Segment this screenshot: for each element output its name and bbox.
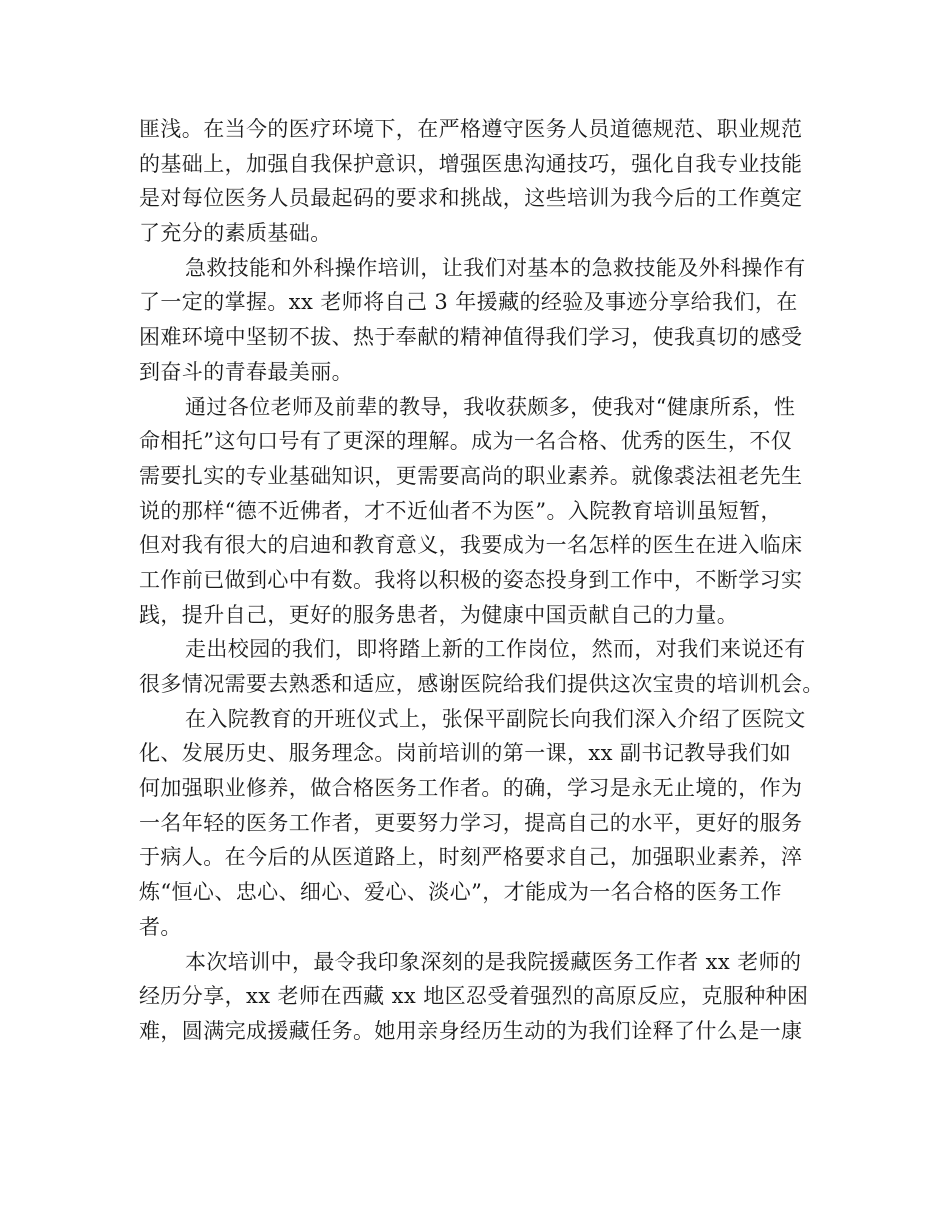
text-line: 了一定的掌握。xx 老师将自己 3 年援藏的经验及事迹分享给我们，在 <box>139 290 798 315</box>
text-line: 困难环境中坚韧不拔、热于奉献的精神值得我们学习，使我真切的感受 <box>139 325 803 350</box>
text-line: 何加强职业修养，做合格医务工作者。的确，学习是永无止境的，作为 <box>139 776 803 801</box>
text-line: 在入院教育的开班仪式上，张保平副院长向我们深入介绍了医院文 <box>185 706 806 731</box>
text-line: 者。 <box>139 914 182 939</box>
text-line: 说的那样“德不近佛者，才不近仙者不为医”。入院教育培训虽短暂， <box>139 498 782 523</box>
text-line: 本次培训中，最令我印象深刻的是我院援藏医务工作者 xx 老师的 <box>185 949 802 974</box>
text-line: 急救技能和外科操作培训，让我们对基本的急救技能及外科操作有 <box>185 255 806 280</box>
text-line: 但对我有很大的启迪和教育意义，我要成为一名怎样的医生在进入临床 <box>139 533 803 558</box>
text-line: 很多情况需要去熟悉和适应，感谢医院给我们提供这次宝贵的培训机会。 <box>139 672 824 696</box>
text-line: 的基础上，加强自我保护意识，增强医患沟通技巧，强化自我专业技能 <box>139 151 803 176</box>
text-line: 到奋斗的青春最美丽。 <box>139 359 353 384</box>
text-line: 工作前已做到心中有数。我将以积极的姿态投身到工作中，不断学习实 <box>139 567 803 592</box>
text-line: 难，圆满完成援藏任务。她用亲身经历生动的为我们诠释了什么是一康 <box>139 1018 803 1043</box>
text-line: 通过各位老师及前辈的教导，我收获颇多，使我对“健康所系，性 <box>185 394 796 419</box>
text-line: 炼“恒心、忠心、细心、爱心、淡心”，才能成为一名合格的医务工作 <box>139 880 782 905</box>
text-line: 化、发展历史、服务理念。岗前培训的第一课，xx 副书记教导我们如 <box>139 741 792 766</box>
text-line: 命相托”这句口号有了更深的理解。成为一名合格、优秀的医生，不仅 <box>139 429 793 454</box>
document-body <box>139 112 829 1049</box>
text-line: 一名年轻的医务工作者，更要努力学习，提高自己的水平，更好的服务 <box>139 810 803 835</box>
text-line: 践，提升自己，更好的服务患者，为健康中国贡献自己的力量。 <box>139 602 739 627</box>
text-line: 走出校园的我们，即将踏上新的工作岗位，然而，对我们来说还有 <box>185 637 806 662</box>
text-line: 是对每位医务人员最起码的要求和挑战，这些培训为我今后的工作奠定 <box>139 186 803 211</box>
text-line: 于病人。在今后的从医道路上，时刻严格要求自己，加强职业素养，淬 <box>139 845 803 870</box>
text-line: 了充分的素质基础。 <box>139 221 332 246</box>
text-line: 匪浅。在当今的医疗环境下，在严格遵守医务人员道德规范、职业规范 <box>139 117 803 141</box>
text-line: 需要扎实的专业基础知识，更需要高尚的职业素养。就像裘法祖老先生 <box>139 463 803 488</box>
text-line: 经历分享，xx 老师在西藏 xx 地区忍受着强烈的高原反应，克服种种困 <box>139 984 809 1009</box>
